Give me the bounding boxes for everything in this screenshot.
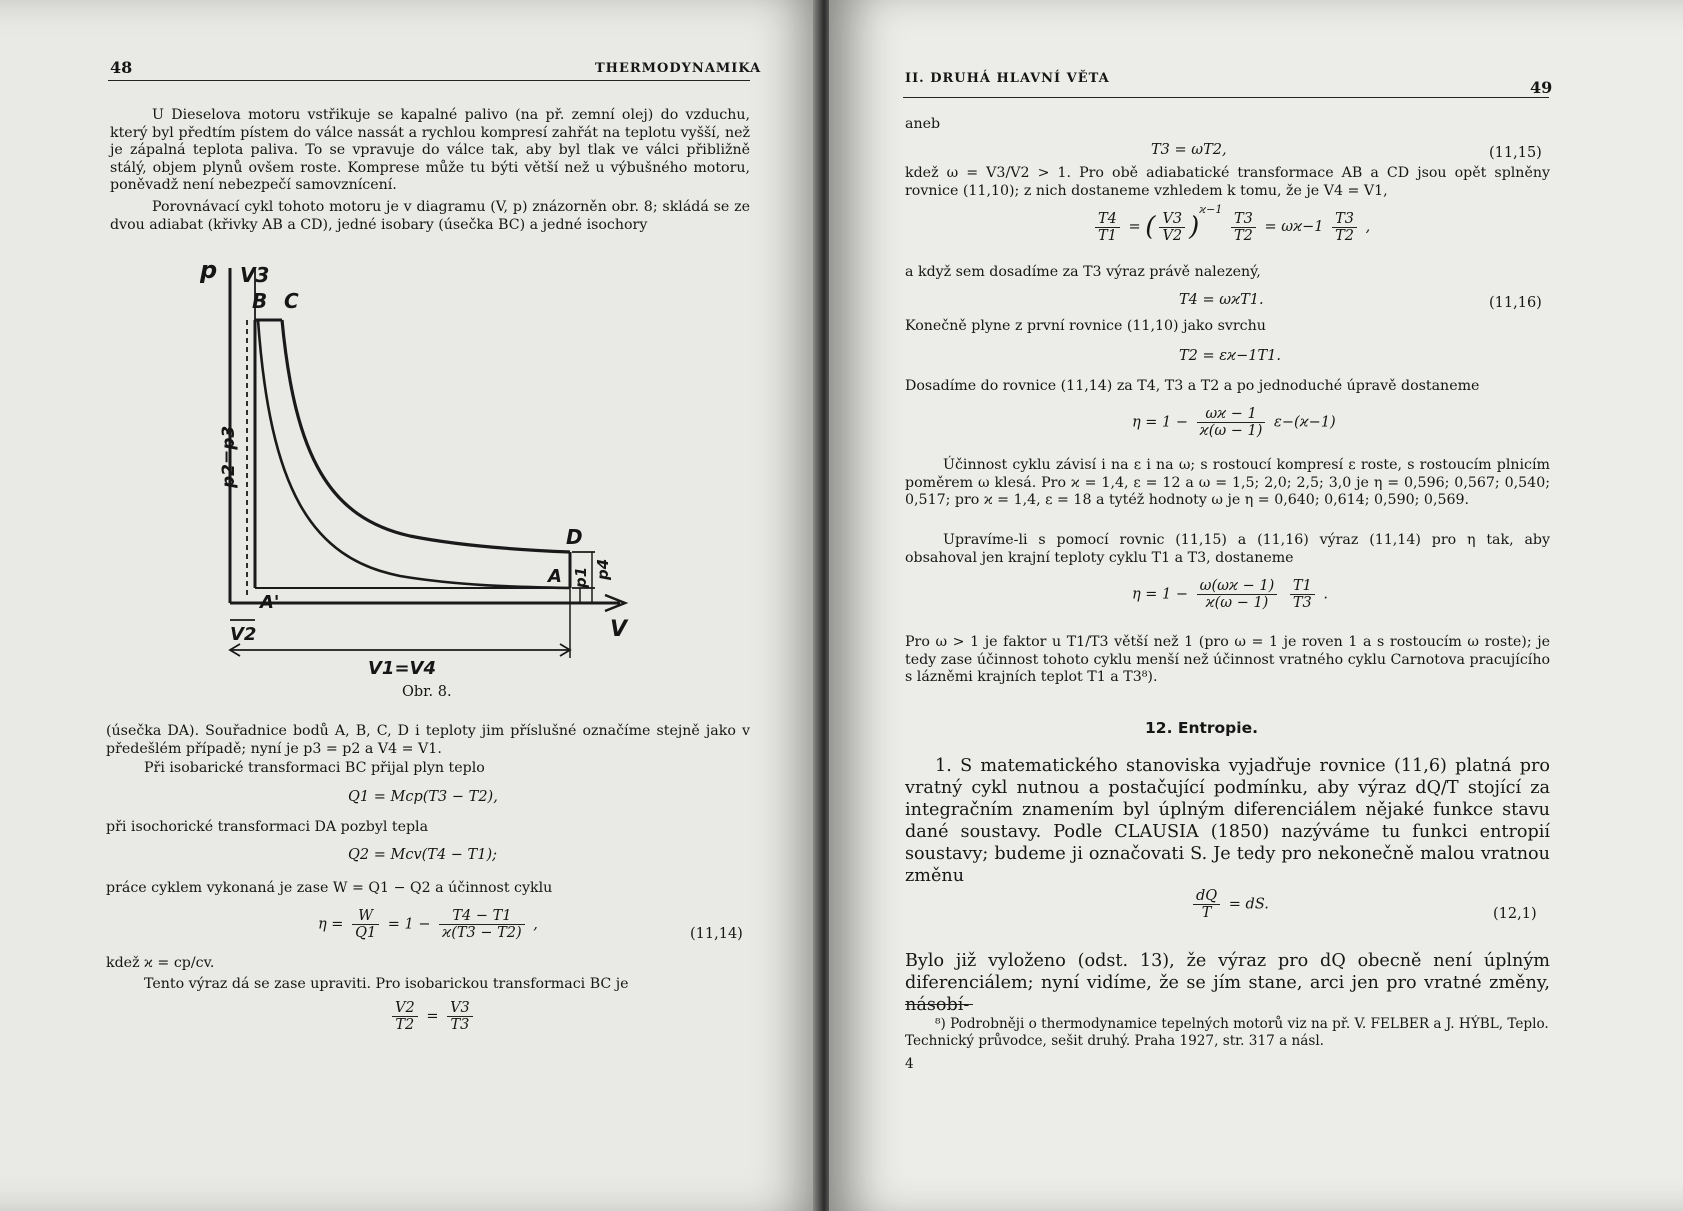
ratio-mid: = ωϰ−1 [1264,219,1324,235]
equals-sign: = [1128,219,1141,235]
paragraph-kappa: kdež ϰ = cp/cv. [106,955,215,971]
eta-lhs: η = 1 − [1132,586,1189,603]
left-paren: ( [1145,212,1156,242]
fraction-temps [439,908,525,941]
equation-eta-3 [1132,578,1328,611]
fraction-dq-t [1193,888,1220,921]
footnote-rule [905,1004,973,1005]
fraction-numerator: V3 [447,1000,473,1017]
paragraph-diesel-intro: U Dieselova motoru vstřikuje se kapalné palivo (na př. zemní olej) do vzduchu, který byl předtím pístem do válce nassát a rychlou kompresí zahřát na teplotu vyšší, než je zápalná teplota paliva. To se vpravuje do válce tak, aby byl tlak ve válci přibližně stálý, objem plynů ovšem roste. Komprese může tu býti větší než u výbušného motoru, poněvadž není nebezpečí samovznícení. [110,107,750,194]
right-page [829,0,1683,1211]
equation-q1: Q1 = Mcp(T3 − T2), [348,789,498,805]
paragraph-omega: kdež ω = V3/V2 > 1. Pro obě adiabatické transformace AB a CD jsou opět splněny rovnice (11,10); z nich dostaneme vzhledem k tomu, že je V4 = V1, [905,165,1550,199]
eta-mid: = 1 − [387,916,431,933]
fraction-numerator: V3 [1159,211,1185,228]
adiabat-ba [258,320,570,588]
fraction-omega [1197,406,1266,439]
fraction-denominator: T [1201,905,1212,921]
fraction-v2-t2 [392,1000,418,1033]
equation-t2: T2 = εϰ−1T1. [1179,348,1281,364]
equation-t3: T3 = ωT2, [1151,142,1227,158]
paragraph-cycle-description: Porovnávací cykl tohoto motoru je v diagramu (V, p) znázorněn obr. 8; skládá se ze dvou adiabat (křivky AB a CD), jedné isobary (úsečka BC) a jedné isochory [110,199,750,233]
paragraph-coordinates: (úsečka DA). Souřadnice bodů A, B, C, D i teploty jim příslušné označíme stejně jako v předešlém případě; nyní je p3 = p2 a V4 = V1. [106,723,750,757]
paragraph-isochoric: při isochorické transformaci DA pozbyl tepla [106,819,429,835]
label-v3: V3 [240,263,270,287]
page-number-left: 48 [110,58,133,77]
fraction-omega-2 [1197,578,1278,611]
label-p4: p4 [594,558,612,580]
eta-tail: , [533,916,538,933]
paragraph-efficiency: Účinnost cyklu závisí i na ε i na ω; s rostoucí kompresí ε roste, s rostoucím plnicím poměrem ω klesá. Pro ϰ = 1,4, ε = 12 a ω = 1,5; 2,0; 2,5; 3,0 je η = 0,596; 0,567; 0,540; 0,517; pro ϰ = 1,4, ε = 18 a tytéž hodnoty ω je η = 0,640; 0,614; 0,590; 0,569. [905,457,1550,509]
fraction-denominator: Q1 [355,925,377,941]
label-p: p [200,258,218,284]
fraction-denominator: T3 [1292,595,1312,611]
label-v2: V2 [230,624,257,645]
equation-number-11-16: (11,16) [1489,295,1542,311]
label-p1: p1 [572,566,590,588]
ds-rhs: = dS. [1228,896,1269,913]
fraction-denominator: ϰ(ω − 1) [1205,595,1269,611]
fraction-denominator: T3 [450,1017,470,1033]
fraction-numerator: T3 [1231,211,1256,228]
paragraph-rewrite: Tento výraz dá se zase upraviti. Pro isobarickou transformaci BC je [144,976,629,992]
eta-lhs: η = [318,916,344,933]
fraction-denominator: V2 [1162,227,1183,244]
label-v: V [610,617,628,642]
label-a-prime: A' [260,592,280,613]
fraction-v3-v2 [1159,211,1185,244]
fraction-denominator: T2 [1335,227,1355,244]
equals-sign: = [426,1008,439,1025]
paragraph-substitute: a když sem dosadíme za T3 výraz právě nalezený, [905,264,1261,280]
equation-v-t [388,1000,477,1033]
signature-mark: 4 [905,1056,914,1072]
eta-lhs: η = 1 − [1132,414,1189,431]
fraction-numerator: T1 [1290,578,1315,595]
label-d: D [566,525,583,549]
fraction-numerator: T4 − T1 [439,908,525,925]
fraction-t4-t1 [1095,211,1120,244]
figure-caption: Obr. 8. [402,684,452,700]
fraction-denominator: T1 [1098,227,1117,244]
figure-pv-diagram [200,258,650,688]
fraction-denominator: T2 [395,1017,415,1033]
equation-number-11-14: (11,14) [690,926,743,942]
exponent: ϰ−1 [1199,203,1223,216]
fraction-numerator: V2 [392,1000,418,1017]
eta-tail: ε−(ϰ−1) [1274,414,1336,431]
word-aneb: aneb [905,116,941,132]
header-rule-right [903,97,1549,98]
left-page [0,0,825,1211]
equation-eta-2 [1132,406,1336,439]
paragraph-isobaric: Při isobarické transformaci BC přijal plyn teplo [144,760,485,776]
right-paren: ) [1189,212,1200,242]
fraction-denominator: ϰ(T3 − T2) [442,925,522,941]
paragraph-differential: Bylo již vyloženo (odst. 13), že výraz pro dQ obecně není úplným diferenciálem; nyní vidíme, že se jím stane, arci jen pro vratné změny, násobí- [905,951,1550,1015]
fraction-numerator: ωϰ − 1 [1197,406,1266,423]
equation-eta [318,908,538,941]
fraction-denominator: T2 [1233,227,1253,244]
paragraph-entropy: 1. S matematického stanoviska vyjadřuje rovnice (11,6) platná pro vratný cykl nutnou a postačující podmínku, aby výraz dQ/T stojící za integračním znamením byl úplným diferenciálem nějaké funkce stavu dané soustavy. Podle CLAUSIA (1850) nazýváme tu funkci entropií soustavy; budeme ji označovati S. Je tedy pro nekonečně malou vratnou změnu [905,756,1550,886]
label-c: C [284,289,299,313]
paragraph-work: práce cyklem vykonaná je zase W = Q1 − Q2 a účinnost cyklu [106,880,553,896]
adiabat-cd [282,320,570,552]
equation-ds [1189,888,1269,921]
fraction-denominator: ϰ(ω − 1) [1199,423,1263,439]
running-head-left: THERMODYNAMIKA [595,61,762,76]
paragraph-rewrite-eta: Upravíme-li s pomocí rovnic (11,15) a (11,16) výraz (11,14) pro η tak, aby obsahoval jen krajní teploty cyklu T1 a T3, dostaneme [905,532,1550,566]
ratio-tail: , [1365,219,1371,235]
label-b: B [252,289,268,313]
fraction-numerator: W [352,908,379,925]
equation-ratio [1091,203,1370,244]
equation-q2: Q2 = Mcv(T4 − T1); [348,847,498,863]
fraction-t3-t2 [1231,211,1256,244]
label-p2-p3: p2=p3 [219,425,239,488]
fraction-w-q1 [352,908,379,941]
footnote: ⁸) Podrobněji o thermodynamice tepelných motorů viz na př. V. FELBER a J. HÝBL, Teplo. Technický průvodce, sešit druhý. Praha 1927, str. 317 a násl. [905,1016,1549,1049]
fraction-t3-t2-b [1332,211,1357,244]
equation-number-11-15: (11,15) [1489,145,1542,161]
label-v1-v4: V1=V4 [368,658,436,679]
equation-t4: T4 = ωϰT1. [1179,292,1264,308]
fraction-v3-t3 [447,1000,473,1033]
header-rule-left [108,80,750,81]
fraction-t1-t3 [1290,578,1315,611]
fraction-numerator: dQ [1193,888,1220,905]
fraction-numerator: T3 [1332,211,1357,228]
paragraph-simplify: Dosadíme do rovnice (11,14) za T4, T3 a T2 a po jednoduché úpravě dostaneme [905,378,1480,394]
paragraph-carnot: Pro ω > 1 je faktor u T1/T3 větší než 1 (pro ω = 1 je roven 1 a s rostoucím ω roste); je tedy zase účinnost tohoto cyklu menší než účinnost vratného cyklu Carnotova pracujícího s lázněmi krajních teplot T1 a T3⁸). [905,634,1550,686]
fraction-numerator: ω(ωϰ − 1) [1197,578,1278,595]
label-a: A [548,566,562,587]
equation-number-12-1: (12,1) [1493,906,1537,922]
eta-tail: . [1323,586,1328,603]
running-head-right: II. DRUHÁ HLAVNÍ VĚTA [905,71,1110,86]
page-number-right: 49 [1530,78,1553,97]
section-title: 12. Entropie. [1145,719,1258,737]
fraction-numerator: T4 [1095,211,1120,228]
paragraph-finally: Konečně plyne z první rovnice (11,10) jako svrchu [905,318,1266,334]
